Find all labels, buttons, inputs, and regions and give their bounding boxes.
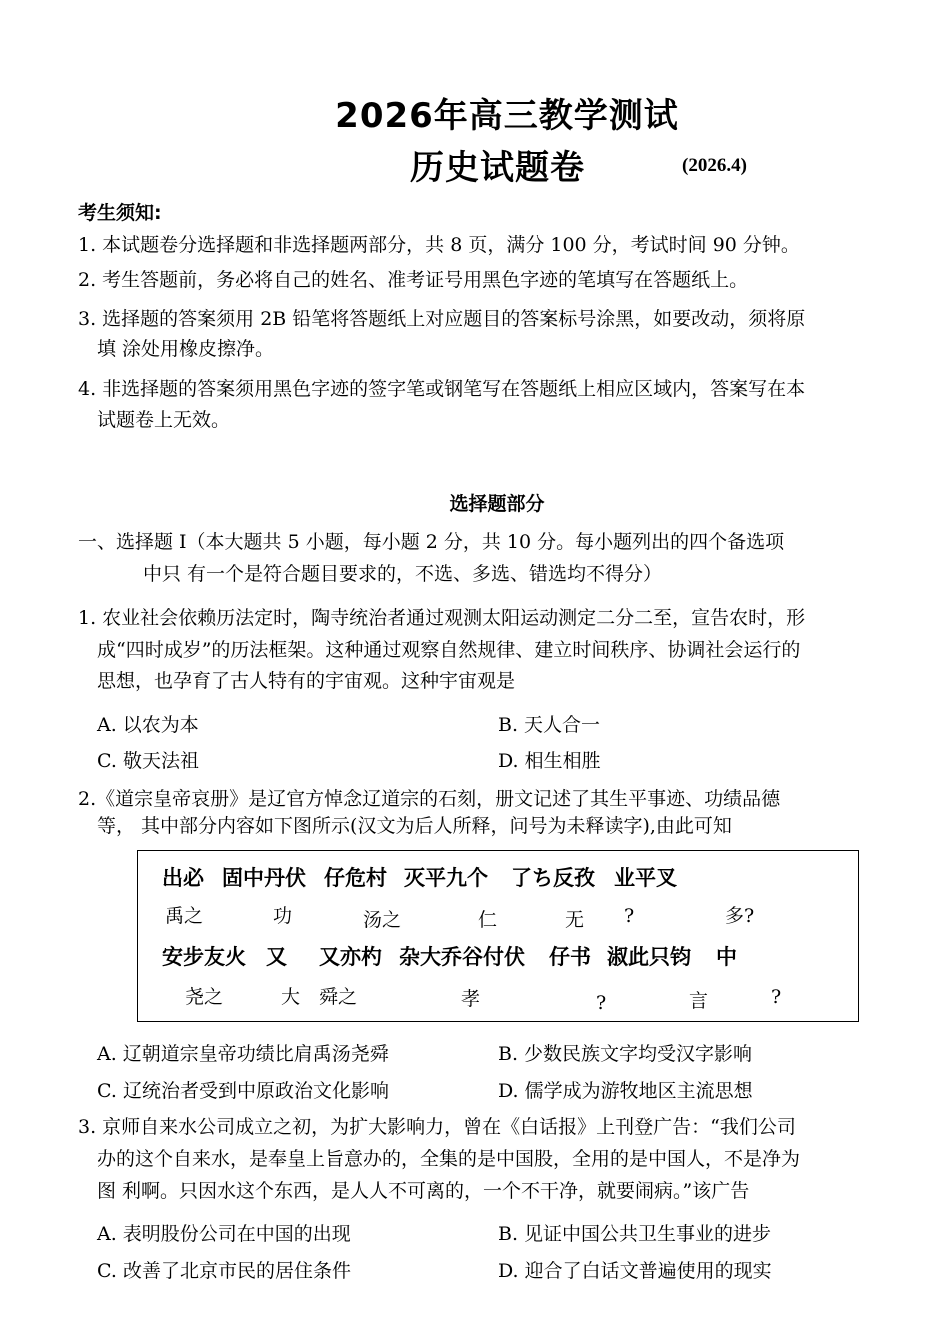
khitan-glyph: 出必: [162, 866, 204, 890]
khitan-glyph: 淑此只钧: [607, 945, 691, 969]
q3-option-d[interactable]: D. 迎合了白话文普遍使用的现实: [498, 1260, 772, 1282]
q2-option-d[interactable]: D. 儒学成为游牧地区主流思想: [498, 1080, 753, 1102]
khitan-glyph: 又亦杓: [319, 945, 382, 969]
khitan-glyph: 了ち反孜: [511, 866, 595, 890]
translation-label: 言: [689, 990, 709, 1012]
q2-stem-line2: 等， 其中部分内容如下图所示(汉文为后人所释，问号为未释读字),由此可知: [97, 815, 732, 837]
q3-option-b[interactable]: B. 见证中国公共卫生事业的进步: [498, 1223, 772, 1245]
notice-heading: 考生须知:: [78, 202, 162, 224]
q1-option-a[interactable]: A. 以农为本: [97, 714, 199, 736]
khitan-glyph: 仔危村: [324, 866, 387, 890]
q2-option-c[interactable]: C. 辽统治者受到中原政治文化影响: [97, 1080, 389, 1102]
khitan-glyph: 中: [716, 945, 737, 969]
q1-option-d[interactable]: D. 相生相胜: [498, 750, 601, 772]
translation-label: ?: [596, 992, 607, 1014]
khitan-glyph: 又: [266, 945, 287, 969]
translation-label: 舜之: [319, 986, 358, 1008]
translation-label: 孝: [461, 988, 481, 1010]
q1-stem-line1: 1. 农业社会依赖历法定时，陶寺统治者通过观测太阳运动测定二分二至，宣告农时，形: [78, 607, 806, 629]
notice-item-1: 1. 本试题卷分选择题和非选择题两部分，共 8 页，满分 100 分，考试时间 90 分钟。: [78, 234, 800, 256]
part1-instructions: 一、选择题 Ⅰ（本大题共 5 小题，每小题 2 分，共 10 分。每小题列出的四个备选项: [78, 531, 785, 553]
translation-label: 汤之: [363, 909, 402, 931]
khitan-glyph: 固中丹伏: [222, 866, 306, 890]
khitan-glyph: 杂大乔谷付伏: [399, 945, 525, 969]
khitan-glyph: 仔书: [549, 945, 591, 969]
notice-item-4-cont: 试题卷上无效。: [97, 409, 231, 431]
translation-label: 尧之: [185, 986, 224, 1008]
part1-instructions-cont: 中只 有一个是符合题目要求的，不选、多选、错选均不得分）: [143, 563, 663, 585]
translation-label: 大: [281, 986, 301, 1008]
q1-stem-line3: 思想，也孕育了古人特有的宇宙观。这种宇宙观是: [97, 670, 516, 692]
notice-item-4: 4. 非选择题的答案须用黑色字迹的签字笔或钢笔写在答题纸上相应区域内，答案写在本: [78, 378, 806, 400]
exam-subject-title: 历史试题卷: [410, 148, 585, 188]
q3-stem-line3: 图 利啊。只因水这个东西，是人人不可离的，一个不干净，就要闹病。”该广告: [97, 1180, 750, 1202]
notice-item-3: 3. 选择题的答案须用 2B 铅笔将答题纸上对应题目的答案标号涂黑，如要改动，须将原: [78, 308, 806, 330]
q3-option-c[interactable]: C. 改善了北京市民的居住条件: [97, 1260, 351, 1282]
exam-date: (2026.4): [682, 155, 747, 176]
q3-stem-line1: 3. 京师自来水公司成立之初，为扩大影响力，曾在《白话报》上刊登广告：“我们公司: [78, 1116, 796, 1138]
q1-option-c[interactable]: C. 敬天法祖: [97, 750, 199, 772]
q1-stem-line2: 成“四时成岁”的历法框架。这种通过观察自然规律、建立时间秩序、协调社会运行的: [97, 639, 801, 661]
translation-label: 无: [565, 909, 585, 931]
q3-stem-line2: 办的这个自来水，是奉皇上旨意办的，全集的是中国股，全用的是中国人，不是净为: [97, 1148, 801, 1170]
q1-option-b[interactable]: B. 天人合一: [498, 714, 601, 736]
translation-label: ?: [771, 986, 782, 1008]
notice-item-2: 2. 考生答题前，务必将自己的姓名、准考证号用黑色字迹的笔填写在答题纸上。: [78, 269, 749, 291]
khitan-glyph: 安步友火: [162, 945, 246, 969]
q2-option-b[interactable]: B. 少数民族文字均受汉字影响: [498, 1043, 753, 1065]
translation-label: 功: [273, 905, 293, 927]
translation-label: ?: [624, 905, 635, 927]
translation-label: 多?: [725, 905, 755, 927]
khitan-glyph: 业平叉: [614, 866, 677, 890]
khitan-glyph: 灭平九个: [404, 866, 488, 890]
q3-option-a[interactable]: A. 表明股份公司在中国的出现: [97, 1223, 351, 1245]
translation-label: 仁: [478, 909, 498, 931]
exam-title: 2026年高三教学测试: [335, 96, 679, 136]
notice-item-3-cont: 填 涂处用橡皮擦净。: [97, 338, 275, 360]
q2-option-a[interactable]: A. 辽朝道宗皇帝功绩比肩禹汤尧舜: [97, 1043, 389, 1065]
translation-label: 禹之: [165, 905, 204, 927]
q2-stem-line1: 2.《道宗皇帝哀册》是辽官方悼念辽道宗的石刻，册文记述了其生平事迹、功绩品德: [78, 788, 781, 810]
section-title: 选择题部分: [449, 493, 545, 515]
